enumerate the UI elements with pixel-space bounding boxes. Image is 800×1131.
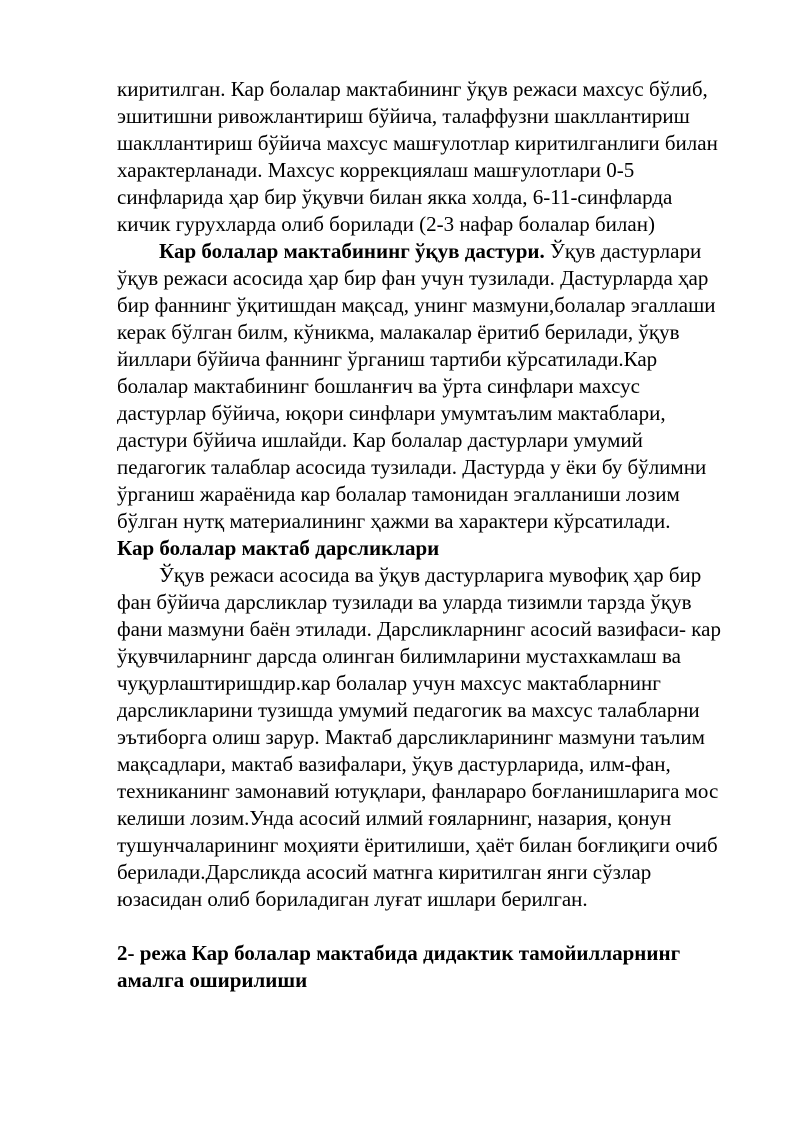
paragraph-textbooks (117, 562, 740, 913)
text-line: юзасидан олиб бориладиган луғат ишлари берилган. (117, 887, 588, 911)
text-line: дастури бўйича ишлайди. Кар болалар дастурлари умумий (117, 428, 643, 452)
text-line-first: Ўқув режаси асосида ва ўқув дастурларига мувофиқ ҳар бир (159, 563, 702, 587)
text-line: техниканинг замонавий ютуқлари, фанлараро боғланишларига мос (117, 779, 719, 803)
text-line: бўлган нутқ материалининг ҳажми ва характери кўрсатилади. (117, 509, 671, 533)
text-line: дастурлар бўйича, юқори синфлари умумтаълим мактаблари, (117, 401, 666, 425)
text-line: кичик гурухларда олиб борилади (2-3 нафар болалар билан) (117, 212, 655, 236)
text-line: синфларида ҳар бир ўқувчи билан якка холда, 6-11-синфларда (117, 185, 673, 209)
text-line: керак бўлган билм, кўникма, малакалар ёритиб берилади, ўқув (117, 320, 680, 344)
text-line: эшитишни ривожлантириш бўйича, талаффузни шакллантириш (117, 104, 690, 128)
paragraph-program (117, 238, 740, 535)
text-line: тушунчаларининг моҳияти ёритилиши, ҳаёт билан боғлиқиги очиб (117, 833, 718, 857)
text-line: шакллантириш бўйича махсус машғулотлар киритилганлиги билан (117, 131, 718, 155)
text-line: ўрганиш жараёнида кар болалар тамонидан эгалланиши лозим (117, 482, 680, 506)
text-line: йиллари бўйича фаннинг ўрганиш тартиби кўрсатилади.Кар (117, 347, 658, 371)
text-line: ўқувчиларнинг дарсда олинган билимларини мустахкамлаш ва (117, 644, 681, 668)
text-line: киритилган. Кар болалар мактабининг ўқув режаси махсус бўлиб, (117, 77, 708, 101)
text-line: дарсликларини тузишда умумий педагогик ва махсус талабларни (117, 698, 700, 722)
text-line: чуқурлаштиришдир.кар болалар учун махсус мактабларнинг (117, 671, 661, 695)
text-line: фан бўйича дарсликлар тузилади ва уларда тизимли тарзда ўқув (117, 590, 692, 614)
heading-line: 2- режа Кар болалар мактабида дидактик тамойилларнинг (117, 941, 681, 965)
text-line: ўқув режаси асосида ҳар бир фан учун тузилади. Дастурларда ҳар (117, 266, 709, 290)
text-line: эътиборга олиш зарур. Мактаб дарсликларининг мазмуни таълим (117, 725, 705, 749)
blank-line (117, 913, 740, 940)
text-line: педагогик талаблар асосида тузилади. Дастурда у ёки бу бўлимни (117, 455, 707, 479)
text-line-first (117, 238, 740, 265)
section-heading-didactic (117, 940, 740, 994)
inline-text: Ўқув дастурлари (544, 239, 702, 263)
text-line: болалар мактабининг бошланғич ва ўрта синфлари махсус (117, 374, 640, 398)
text-line: мақсадлари, мактаб вазифалари, ўқув дастурларида, илм-фан, (117, 752, 671, 776)
section-heading-textbooks: Кар болалар мактаб дарсликлари (117, 536, 440, 560)
text-line: фани мазмуни баён этилади. Дарсликларнинг асосий вазифаси- кар (117, 617, 722, 641)
paragraph-curriculum (117, 76, 740, 238)
heading-line: амалга оширилиши (117, 968, 308, 992)
text-line: бир фаннинг ўқитишдан мақсад, унинг мазмуни,болалар эгаллаши (117, 293, 716, 317)
text-line: берилади.Дарсликда асосий матнга киритилган янги сўзлар (117, 860, 652, 884)
text-line: характерланади. Махсус коррекциялаш машғулотлари 0-5 (117, 158, 635, 182)
text-line: келиши лозим.Унда асосий илмий ғояларнинг, назария, қонун (117, 806, 672, 830)
inline-heading-program: Кар болалар мактабининг ўқув дастури. (159, 239, 545, 263)
